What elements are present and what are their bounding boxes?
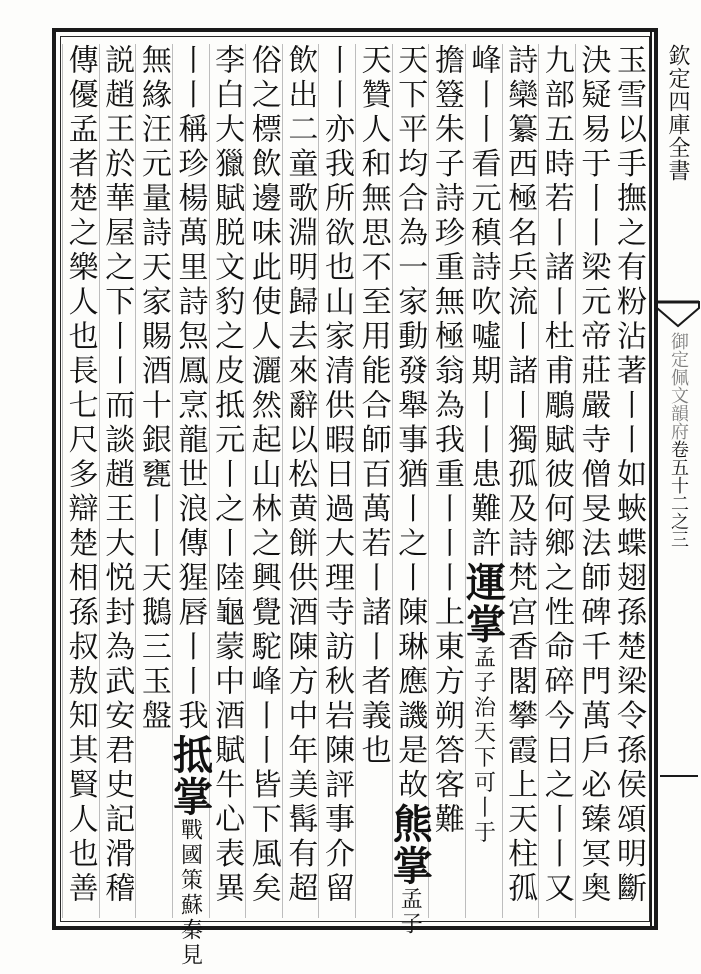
text-column: 傳優孟者楚之樂人也長七尺多辯楚相孫叔敖知其賢人也善 [62, 44, 100, 918]
fish-tail-mark-icon [655, 300, 701, 330]
headword-note: 孟子 [397, 887, 423, 937]
volume-number: 卷五十二之三 [668, 440, 689, 548]
text-column: 決疑易于丨丨梁元帝莊嚴寺僧旻法師碑千門萬戶必臻冥奥 [575, 44, 613, 918]
headword-yunzhang: 運掌 [459, 561, 507, 646]
text-column: 詩欒纂西極名兵流丨諸丨獨孤及詩梵宫香閣攀霞上天柱孤 [502, 44, 540, 918]
volume-label [664, 332, 692, 548]
book-fragment: 御定佩文韻府 [668, 332, 689, 440]
text-column: 無緣汪元量詩天家賜酒十銀甕丨丨天鵝三玉盤 [135, 44, 173, 918]
headword-xiongzhang: 熊掌 [386, 803, 434, 887]
headword-note: 孟子治天下可丨于 [470, 645, 496, 846]
text-segment: 峰丨丨看元稹詩吹噓期丨丨患難許 [465, 44, 501, 562]
text-segment: 擔簦朱子詩珍重無極翁為我重丨丨 [428, 44, 464, 562]
text-column-with-headword [428, 44, 466, 918]
text-segment: 天下平均合為一家動發舉事猶丨之丨陳琳應譏是故 [392, 44, 428, 803]
text-column-with-headword [459, 44, 507, 918]
text-column: 丨丨亦我所欲也山家清供暇日過大理寺訪秋岩陳評事介留 [318, 44, 356, 918]
headword-dizhang: 抵掌 [166, 734, 214, 818]
text-columns [62, 44, 648, 968]
text-column: 飲出二童歌淵明歸去來辭以松黄餅供酒陳方中年美髯有超 [282, 44, 320, 918]
text-column: 説趙王於華屋之下丨丨而談趙王大悦封為武安君史記滑稽 [99, 44, 137, 918]
text-column-with-headword [166, 44, 214, 968]
text-column-with-headword [386, 44, 434, 937]
banxin-tick [660, 775, 698, 777]
text-column: 天贊人和無思不至用能合師百萬若丨諸丨者義也 [355, 44, 393, 918]
book-title: 欽定四庫全書 [665, 44, 690, 182]
headword-note: 戰國策蘇秦見 [177, 818, 203, 968]
text-column: 俗之標飲邊味此使人灑然起山林之興覺駝峰丨丨皆下風矣 [245, 44, 283, 918]
text-column: 李白大獵賦脱文豹之皮抵元丨之丨陸龜蒙中酒賦牛心表異 [209, 44, 247, 918]
text-segment: 丨上東方朔答客難 [428, 561, 464, 838]
text-segment: 丨丨稱珍楊萬里詩炰鳳烹龍世浪傳猩唇丨丨我 [172, 44, 208, 734]
text-column: 九部五時若丨諸丨杜甫鵰賦彼何鄉之性命碎今日之丨丨又 [538, 44, 576, 918]
text-column: 玉雪以手撫之有粉沾著丨丨如蛺蝶翅孫楚梁令孫侯頌明斷 [611, 44, 646, 907]
